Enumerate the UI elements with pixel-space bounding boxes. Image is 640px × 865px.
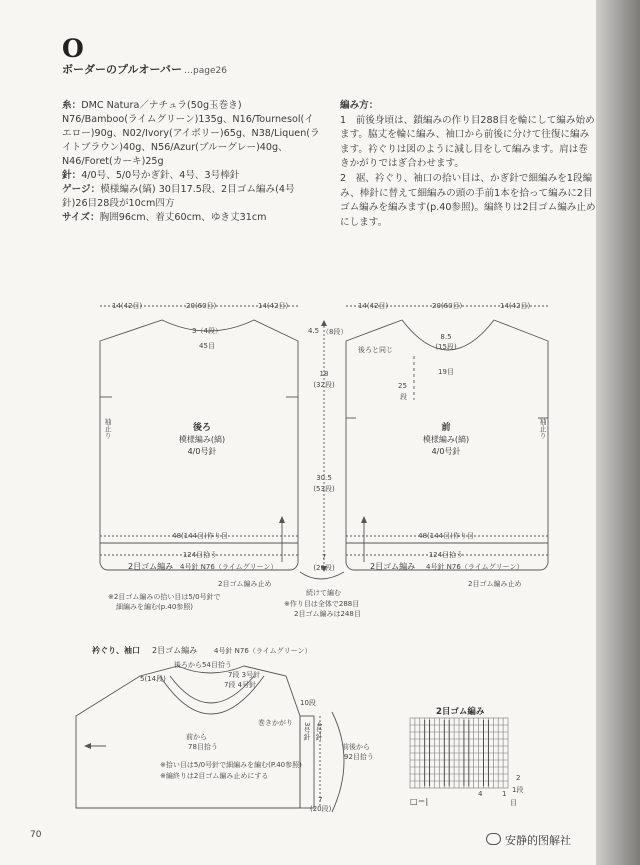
back-ribbing: 2目ゴム編み <box>128 562 174 571</box>
rib-chart-row-2: 2 <box>516 774 521 782</box>
back-bind-off: 2目ゴム編み止め <box>218 580 272 588</box>
front-stitch: 模様編み(縞) <box>422 435 470 444</box>
front-top-dim-right: 14(42目) <box>500 302 531 310</box>
materials-gauge-text: 模様編み(縞) 30目17.5段、2目ゴム編み(4号針)26目28段が10cm四方 <box>62 184 295 209</box>
back-top-dim-right: 14(42目) <box>258 302 289 310</box>
front-rib-needle: 4号針 N76（ライムグリーン） <box>426 563 524 571</box>
rib-chart-legend: □＝| <box>410 797 429 806</box>
continue-note-3: 2目ゴム編みは248目 <box>294 610 361 618</box>
back-pickup: 124目拾う <box>182 551 218 559</box>
front-top-dim-left: 14(42目) <box>358 302 389 310</box>
collar-whip: 巻きかがり <box>258 719 293 727</box>
front-neck-depth: 8.5 <box>440 333 452 341</box>
materials-gauge-label: ゲージ： <box>62 184 101 195</box>
back-arrow-head <box>279 516 285 523</box>
cuff-arrow-head <box>84 743 91 749</box>
back-needle: 4/0号針 <box>187 447 217 456</box>
watermark-text: 安静的图解社 <box>505 834 571 847</box>
collar-neck-side: 5(14段) <box>140 675 166 683</box>
back-top-dim-center: 20(60目) <box>186 302 217 310</box>
collar-ribbing: 2目ゴム編み <box>152 646 198 655</box>
watermark <box>486 832 571 848</box>
front-piece-name: 前 <box>441 423 451 433</box>
collar-rows-7b: 7段 4号針 <box>224 681 257 689</box>
front-arrow-head <box>361 516 367 523</box>
rib-chart-title: 2目ゴム編み <box>436 707 485 717</box>
materials-needles-label: 針： <box>62 170 82 181</box>
front-split-unit: 段 <box>400 393 407 401</box>
back-note-2: 細編みを編む(p.40参照) <box>116 603 194 611</box>
back-stitch: 模様編み(縞) <box>178 435 226 444</box>
rib-chart-col-1: 1 <box>502 790 507 798</box>
dim-body-rows: (53段) <box>313 485 335 493</box>
front-bind-off: 2目ゴム編み止め <box>468 580 522 588</box>
cuff-depth: 7 <box>318 796 323 804</box>
dim-shoulder: 4.5 <box>308 327 320 335</box>
front-same-as-back: 後ろと同じ <box>358 346 393 354</box>
materials-needles-text: 4/0号、5/0号かぎ針、4号、3号棒針 <box>81 170 240 181</box>
front-neck-center: 19目 <box>438 368 454 376</box>
cuff-bracket <box>332 712 344 812</box>
back-cast-on: 48(144目)作り目 <box>172 532 228 540</box>
continue-note-2: ※作り目は全体で288目 <box>284 600 360 608</box>
dim-rib: 7 <box>321 553 327 561</box>
front-neck-rows: (15段) <box>435 343 457 351</box>
materials-size-label: サイズ： <box>62 212 100 223</box>
collar-note-2: ※編終りは2目ゴム編み止めにする <box>160 772 269 780</box>
cuff-needle-3: 3号針 <box>303 722 311 741</box>
dim-shoulder-rows: （8段） <box>322 328 348 336</box>
rib-chart-col-4: 4 <box>478 790 483 798</box>
rib-chart-row-1: 1段 <box>512 786 524 794</box>
back-neck-width: 45目 <box>199 342 215 350</box>
wechat-icon <box>486 833 501 845</box>
materials-size-text: 胸囲96cm、着丈60cm、ゆき丈31cm <box>99 212 267 223</box>
back-note-1: ※2目ゴム編みの拾い目は5/0号針で <box>108 593 221 601</box>
front-pickup: 124目拾う <box>428 551 464 559</box>
dim-armhole: 18 <box>319 370 329 378</box>
collar-needle: 4号針 N76（ライムグリーン） <box>214 647 312 655</box>
back-rib-needle: 4号針 N76（ライムグリーン） <box>180 563 278 571</box>
materials-yarn-label: 糸： <box>62 100 82 111</box>
cuff-needle-4: 4号針 <box>315 722 323 741</box>
front-split: 25 <box>398 382 407 390</box>
method-step-2: 2 裾、衿ぐり、袖口の拾い目は、かぎ針で細編みを1段編み、棒針に替えて細編みの頭の手前1本を拾って編みに2目ゴム編みを編みます(p.40参照)。編終りは2目ゴム編み止めにします。 <box>340 172 596 228</box>
pattern-title-text: ボーダーのプルオーバー <box>62 63 183 76</box>
collar-from-front: 前から <box>186 733 207 741</box>
page-number: 70 <box>30 830 42 840</box>
page-reference: …page26 <box>184 66 227 76</box>
front-needle: 4/0号針 <box>431 447 461 456</box>
collar-rows-7a: 7段 3号針 <box>228 671 261 679</box>
collar-side-10: 10段 <box>300 699 316 707</box>
front-ribbing: 2目ゴム編み <box>370 562 416 571</box>
back-sleeve-end: 袖止り <box>104 418 112 439</box>
front-cast-on: 48(144目)作り目 <box>418 532 474 540</box>
method-step-1: 1 前後身頃は、鎖編みの作り目288目を輪にして編み始めます。脇丈を輪に編み、袖口から前後に分けて往復に編みます。衿ぐりは図のように減し目をして編みます。肩は巻きかがりではぎ合わせます。 <box>340 114 595 170</box>
collar-note-1: ※拾い目は5/0号針で細編みを編む(P.40参照) <box>160 761 302 769</box>
collar-from-back: 後ろから54目拾う <box>174 661 232 669</box>
dim-arrow-top <box>321 320 327 326</box>
back-neck-center: 3（4段） <box>192 327 222 335</box>
pattern-letter: O <box>62 34 84 63</box>
dim-body: 30.5 <box>316 474 332 482</box>
collar-front-count: 78目拾う <box>188 743 218 751</box>
front-sleeve-end: 袖止り <box>539 418 547 439</box>
materials-yarn-text: DMC Natura／ナチュラ(50g玉巻き) N76/Bamboo(ライムグリーン)135g、N16/Tournesol(イエロー)90g、N02/Ivory(アイボリー)65g、N38/Liquen(ライトブラウン)40g、N56/Azur(ブルーグレー)40g、N46/Foret(カーキ)25g <box>62 100 320 167</box>
cuff-count: 92目拾う <box>344 753 374 761</box>
dim-armhole-rows: (32段) <box>313 381 335 389</box>
continue-note-1: 続けて編む <box>306 589 341 597</box>
method-heading-text: 編み方： <box>340 100 379 111</box>
dim-rib-rows: (20段) <box>313 564 335 572</box>
continue-bracket <box>300 572 344 579</box>
cuff-rows: (20段) <box>310 805 332 813</box>
cuff-front-back: 前後から <box>342 743 370 751</box>
rib-chart-stitch-unit: 目 <box>510 799 517 807</box>
back-top-dim-left: 14(42目) <box>112 302 143 310</box>
collar-heading: 衿ぐり、袖口 <box>92 646 140 655</box>
back-piece-name: 後ろ <box>192 423 212 433</box>
front-top-dim-center: 20(60目) <box>432 302 463 310</box>
